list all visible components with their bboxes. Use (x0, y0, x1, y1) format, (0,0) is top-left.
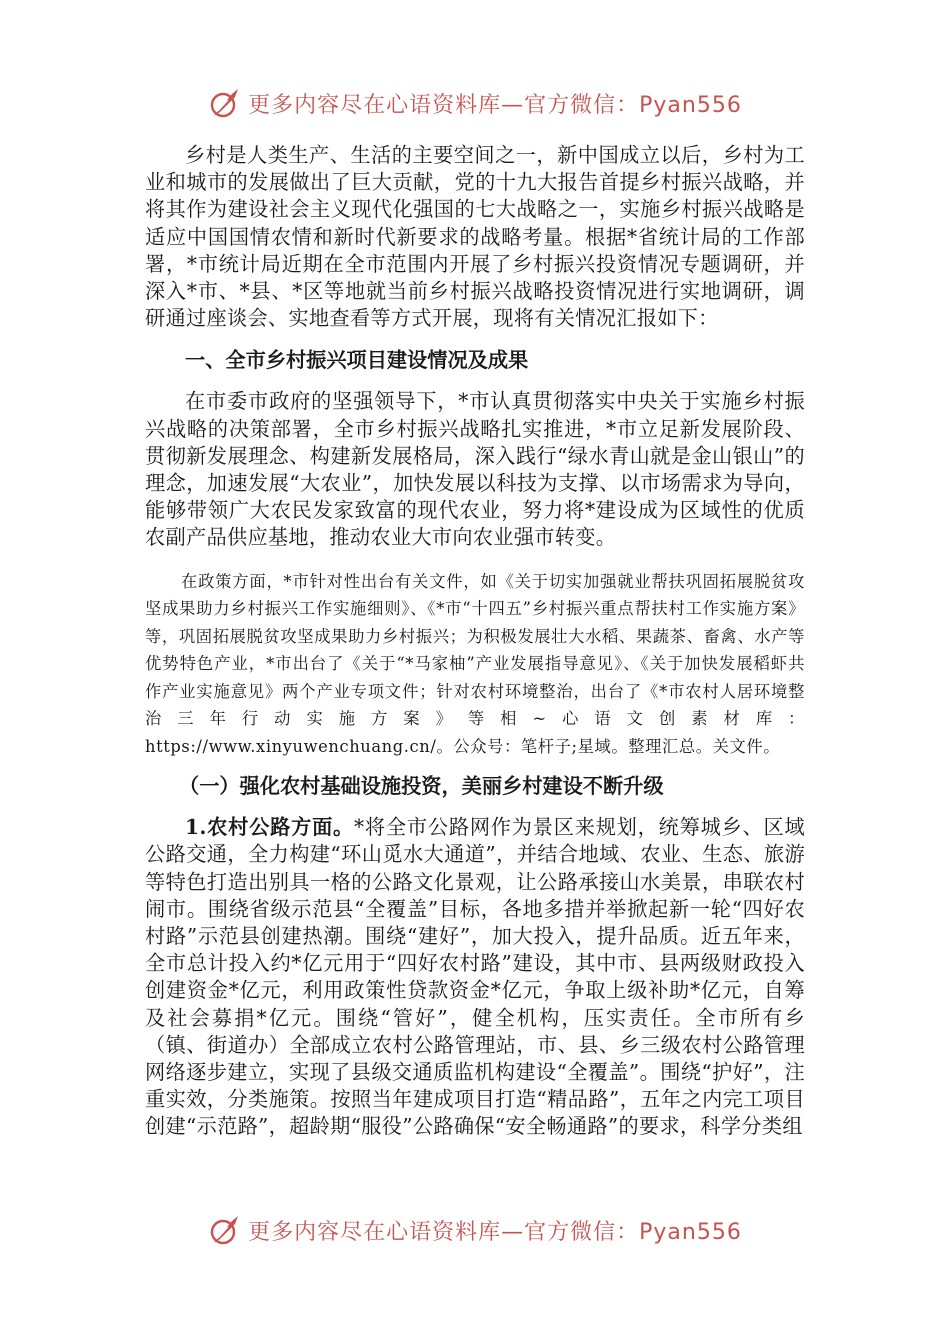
paragraph-3-body: *将全市公路网作为景区来规划，统筹城乡、区域公路交通，全力构建“环山觅水大通道”，并结合地域、农业、生态、旅游等特色打造出别具一格的公路文化景观，让公路承接山水美景，串联农村闹市。围绕省级示范县“全覆盖”目标，各地多措并举掀起新一轮“四好农村路”示范县创建热潮。围绕“建好”，加大投入，提升品质。近五年来，全市总计投入约*亿元用于“四好农村路”建设，其中市、县两级财政投入创建资金*亿元，利用政策性贷款资金*亿元，争取上级补助*亿元，自筹及社会募捐*亿元。围绕“管好”，健全机构，压实责任。全市所有乡（镇、街道办）全部成立农村公路管理站，市、县、乡三级农村公路管理网络逐步建立，实现了县级交通质监机构建设“全覆盖”。围绕“护好”，注重实效，分类施策。按照当年建成项目打造“精品路”，五年之内完工项目创建“示范路”，超龄期“服役”公路确保“安全畅通路”的要求，科学分类组 (145, 815, 805, 1139)
quill-pen-logo-icon (208, 86, 242, 120)
banner-text: 更多内容尽在心语资料库—官方微信：Pyan556 (248, 92, 742, 118)
footer-banner (0, 1210, 950, 1250)
section-heading-1: 一、全市乡村振兴项目建设情况及成果 (185, 348, 529, 373)
header-banner (0, 83, 950, 123)
paragraph-3-lead: 1.农村公路方面。 (185, 815, 355, 840)
section-heading-2: （一）强化农村基础设施投资，美丽乡村建设不断升级 (179, 774, 664, 799)
paragraph-1: 在市委市政府的坚强领导下，*市认真贯彻落实中央关于实施乡村振兴战略的决策部署，全市乡村振兴战略扎实推进，*市立足新发展阶段、贯彻新发展理念、构建新发展格局，深入践行“绿水青山就是金山银山”的理念，加速发展“大农业”，加快发展以科技为支撑、以市场需求为导向，能够带领广大农民发家致富的现代农业，努力将*建设成为区域性的优质农副产品供应基地，推动农业大市向农业强市转变。 (145, 389, 805, 550)
intro-paragraph: 乡村是人类生产、生活的主要空间之一，新中国成立以后，乡村为工业和城市的发展做出了巨大贡献，党的十九大报告首提乡村振兴战略，并将其作为建设社会主义现代化强国的七大战略之一，实施乡村振兴战略是适应中国国情农情和新时代新要求的战略考量。根据*省统计局的工作部署，*市统计局近期在全市范围内开展了乡村振兴投资情况专题调研，并深入*市、*县、*区等地就当前乡村振兴战略投资情况进行实地调研，调研通过座谈会、实地查看等方式开展，现将有关情况汇报如下： (145, 143, 805, 331)
document-body (145, 142, 805, 1141)
banner-text: 更多内容尽在心语资料库—官方微信：Pyan556 (248, 1219, 742, 1245)
paragraph-2: 在政策方面，*市针对性出台有关文件，如《关于切实加强就业帮扶巩固拓展脱贫攻坚成果助力乡村振兴工作实施细则》、《*市“十四五”乡村振兴重点帮扶村工作实施方案》等，巩固拓展脱贫攻坚成果助力乡村振兴；为积极发展壮大水稻、果蔬茶、畜禽、水产等优势特色产业，*市出台了《关于“*马家柚”产业发展指导意见》、《关于加快发展稻虾共作产业实施意见》两个产业专项文件；针对农村环境整治，出台了《*市农村人居环境整治三年行动实施方案》等相~心语文创素材库：https://www.xinyuwenchuang.cn/。公众号：笔杆子;星域。整理汇总。关文件。 (145, 571, 805, 756)
quill-pen-logo-icon (208, 1213, 242, 1247)
paragraph-3 (145, 814, 805, 1140)
